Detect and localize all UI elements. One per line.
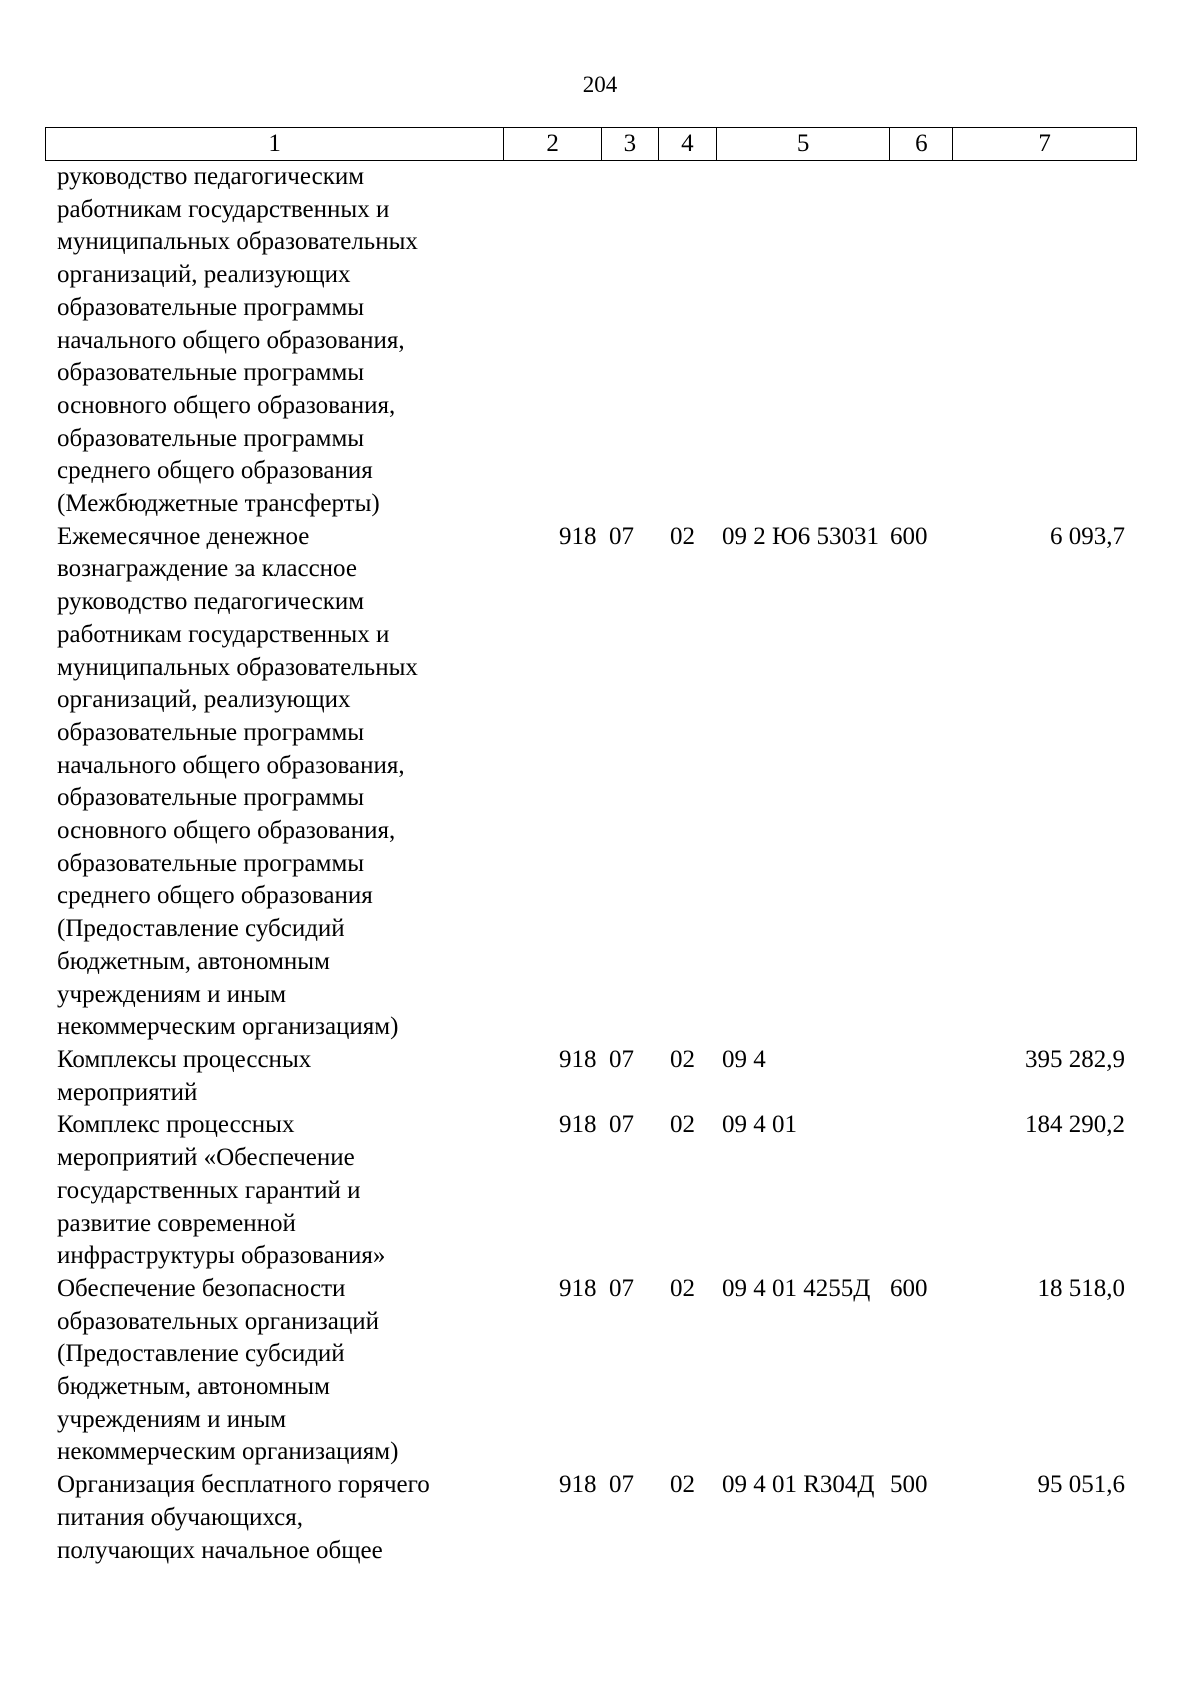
row-section-code: 07: [609, 1111, 634, 1139]
row-subsection-code: 02: [670, 1045, 695, 1073]
row-ministry-code: 918: [559, 1045, 597, 1073]
row-amount: [953, 161, 1137, 521]
row-amount: 95 051,6: [1037, 1471, 1125, 1499]
row-section-code: 07: [609, 1045, 634, 1073]
row-ministry-code: 918: [559, 1111, 597, 1139]
row-description: Организация бесплатного горячего питания обучающихся, получающих начальное общее: [57, 1471, 430, 1564]
row-description: Ежемесячное денежное вознаграждение за классное руководство педагогическим работникам государственных и муниципальных образовательных организаций, реализующих образовательные программы начального общего образования, образовательные программы основного общего образования, образовательные программы среднего общего образования (Предоставление субсидий бюджетным, автономным учреждениям и иным некоммерческим организациям): [57, 522, 418, 1041]
row-subsection-code: 02: [670, 1274, 695, 1302]
row-ministry-code: [503, 161, 601, 521]
budget-table: [45, 127, 1137, 1567]
row-description: руководство педагогическим работникам государственных и муниципальных образовательных организаций, реализующих образовательные программы начального общего образования, образовательные программы основного общего образования, образовательные программы среднего общего образования (Межбюджетные трансферты): [57, 163, 418, 518]
row-ministry-code: 918: [559, 522, 597, 550]
row-amount: 6 093,7: [1050, 522, 1125, 550]
row-section-code: 07: [609, 1274, 634, 1302]
row-expense-type: 600: [890, 1274, 928, 1302]
row-section-code: 07: [609, 522, 634, 550]
row-ministry-code: 918: [559, 1471, 597, 1499]
table-row: [45, 1109, 1137, 1273]
page-number: 204: [582, 72, 618, 97]
row-subsection-code: 02: [670, 1111, 695, 1139]
header-col-4: 4: [658, 128, 716, 160]
row-target-code: 09 4: [722, 1045, 766, 1073]
row-amount: 184 290,2: [1025, 1111, 1125, 1139]
row-amount: 395 282,9: [1025, 1045, 1125, 1073]
row-target-code: [716, 161, 890, 521]
header-col-5: 5: [716, 128, 890, 160]
header-col-1: 1: [268, 130, 281, 157]
table-header: [45, 127, 1137, 161]
row-section-code: 07: [609, 1471, 634, 1499]
header-col-3: 3: [601, 128, 658, 160]
row-description: Комплексы процессных мероприятий: [57, 1045, 312, 1106]
row-subsection-code: 02: [670, 522, 695, 550]
row-expense-type: 500: [890, 1471, 928, 1499]
row-description: Обеспечение безопасности образовательных организаций (Предоставление субсидий бюджетным, автономным учреждениям и иным некоммерческим организациям): [57, 1274, 399, 1466]
header-col-6: 6: [889, 128, 952, 160]
row-section-code: [601, 161, 658, 521]
header-col-2: 2: [503, 128, 601, 160]
table-row: [45, 1469, 1137, 1567]
table-row: [45, 1273, 1137, 1469]
row-subsection-code: 02: [670, 1471, 695, 1499]
row-amount: 18 518,0: [1037, 1274, 1125, 1302]
row-expense-type: [890, 161, 953, 521]
table-body: [45, 161, 1137, 1567]
table-row: [45, 1044, 1137, 1109]
row-ministry-code: 918: [559, 1274, 597, 1302]
header-col-7: 7: [952, 128, 1136, 160]
row-subsection-code: [658, 161, 716, 521]
row-expense-type: 600: [890, 522, 928, 550]
table-row: [45, 521, 1137, 1044]
row-target-code: 09 2 Ю6 53031: [722, 522, 879, 550]
row-expense-type: [890, 1044, 953, 1109]
row-description: Комплекс процессных мероприятий «Обеспечение государственных гарантий и развитие современной инфраструктуры образования»: [57, 1111, 386, 1270]
row-target-code: 09 4 01: [722, 1111, 797, 1139]
row-expense-type: [890, 1109, 953, 1273]
row-target-code: 09 4 01 4255Д: [722, 1274, 871, 1302]
row-target-code: 09 4 01 R304Д: [722, 1471, 875, 1499]
table-row: [45, 161, 1137, 521]
